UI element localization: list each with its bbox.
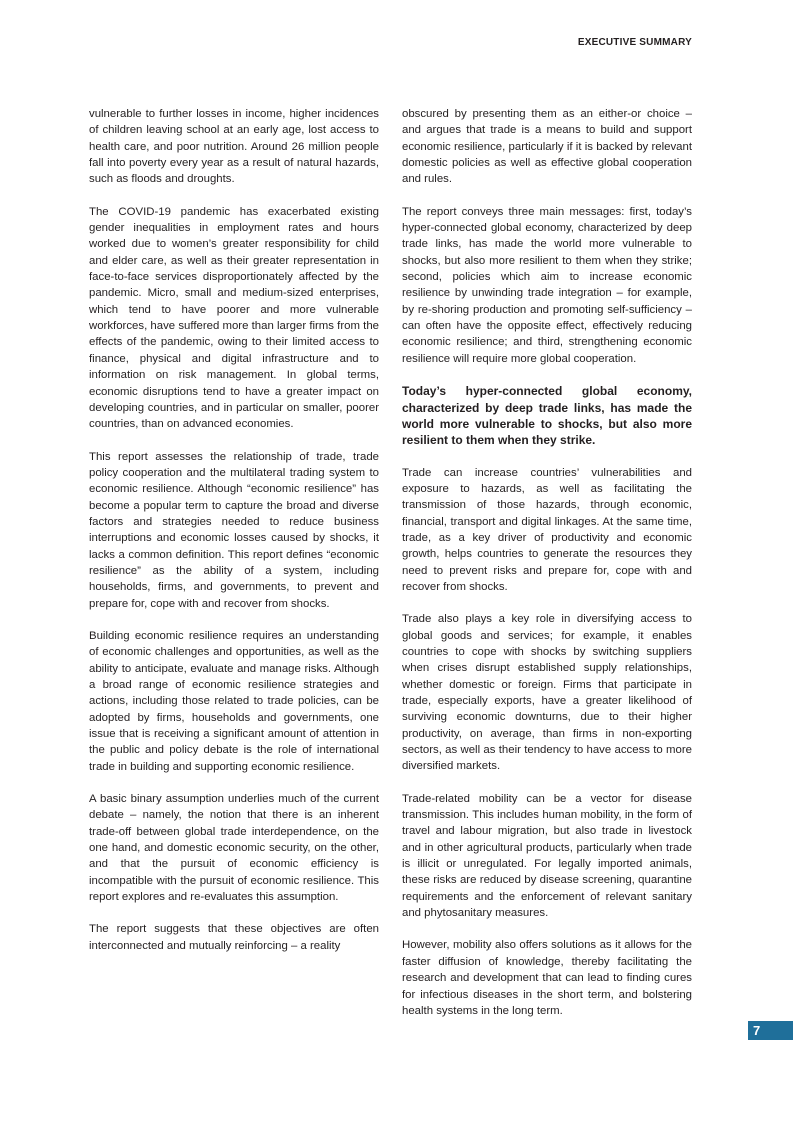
paragraph: However, mobility also offers solutions as it allows for the faster diffusion of knowledge, thereby facilitating the research and development that can lead to finding cures for infectious diseases in the short term, and bolstering health systems in the long term. bbox=[402, 939, 692, 1017]
paragraph: The report conveys three main messages: first, today’s hyper-connected global economy, characterized by deep trade links, has made the world more vulnerable to shocks, but also more resilient to them when they strike; second, policies which aim to increase economic resilience by unwinding trade integration – for example, by re-shoring production and promoting self-sufficiency – can often have the opposite effect, effectively reducing economic resilience; and third, strengthening economic resilience will require more global cooperation. bbox=[402, 205, 692, 365]
section-title: EXECUTIVE SUMMARY bbox=[577, 37, 692, 48]
paragraph: Trade also plays a key role in diversifying access to global goods and services; for example, it enables countries to cope with shocks by switching suppliers when crises disrupt established supply relationships, whether domestic or foreign. Firms that participate in trade, especially exports, have a greater likelihood of surviving economic downturns, due to their higher productivity, on average, than firms in non-exporting sectors, as well as their tendency to have access to more diversified markets. bbox=[402, 613, 692, 773]
paragraph: This report assesses the relationship of trade, trade policy cooperation and the multilateral trading system to economic resilience. Although “economic resilience” has become a popular term to capture the broad and diverse factors and strategies needed to reduce business interruptions and economic losses caused by shocks, it lacks a common definition. This report defines “economic resilience” as the ability of a system, including households, firms, and governments, to prevent and prepare for, cope with and recover from shocks. bbox=[89, 450, 379, 610]
paragraph: Trade-related mobility can be a vector for disease transmission. This includes human mobility, in the form of travel and labour migration, but also trade in livestock and in other agricultural products, particularly when trade is illicit or unregulated. For legally imported animals, these risks are reduced by disease screening, quarantine requirements and the enforcement of relevant sanitary and phytosanitary measures. bbox=[402, 792, 692, 920]
paragraph: The COVID-19 pandemic has exacerbated existing gender inequalities in employment rates and hours worked due to women’s greater responsibility for child and elder care, as well as their greater representation in face-to-face services disproportionately affected by the pandemic. Micro, small and medium-sized enterprises, which tend to have poorer and more vulnerable workforces, have suffered more than larger firms from the effects of the pandemic, owing to their limited access to finance, physical and digital infrastructure and to information on risk management. In global terms, economic disruptions tend to have a greater impact on developing countries, and in particular on smaller, poorer countries, than on advanced economies. bbox=[89, 205, 379, 431]
paragraph: vulnerable to further losses in income, higher incidences of children leaving school at an early age, lost access to health care, and poor nutrition. Around 26 million people fall into poverty every year as a result of natural hazards, such as floods and droughts. bbox=[89, 108, 379, 186]
paragraph: obscured by presenting them as an either-or choice – and argues that trade is a means to build and support economic resilience, particularly if it is backed by relevant domestic policies as well as effective global cooperation and rules. bbox=[402, 108, 692, 186]
right-column bbox=[402, 106, 692, 1035]
paragraph: A basic binary assumption underlies much of the current debate – namely, the notion that there is an inherent trade-off between global trade interdependence, on the one hand, and domestic economic security, on the other, and that the pursuit of economic efficiency is incompatible with the pursuit of economic resilience. This report explores and re-evaluates this assumption. bbox=[89, 793, 379, 904]
paragraph: The report suggests that these objectives are often interconnected and mutually reinforcing – a reality bbox=[89, 923, 379, 952]
paragraph: Building economic resilience requires an understanding of economic challenges and opportunities, as well as the ability to anticipate, evaluate and manage risks. Although a broad range of economic resilience strategies and actions, including those related to trade policies, can be adopted by firms, households and governments, one issue that is receiving a significant amount of attention in the public and policy debate is the role of international trade in building and supporting economic resilience. bbox=[89, 629, 379, 773]
left-column bbox=[89, 106, 379, 970]
key-message-heading: Today’s hyper-connected global economy, characterized by deep trade links, has made the world more vulnerable to shocks, but also more resilient to them when they strike. bbox=[402, 384, 692, 448]
page-number-tab: 7 bbox=[748, 1021, 793, 1040]
paragraph: Trade can increase countries’ vulnerabilities and exposure to hazards, as well as facilitating the transmission of those hazards, through economic, financial, transport and digital linkages. At the same time, trade, as a key driver of productivity and economic growth, helps countries to generate the resources they need to prevent risks and prepare for, cope with and recover from shocks. bbox=[402, 466, 692, 593]
